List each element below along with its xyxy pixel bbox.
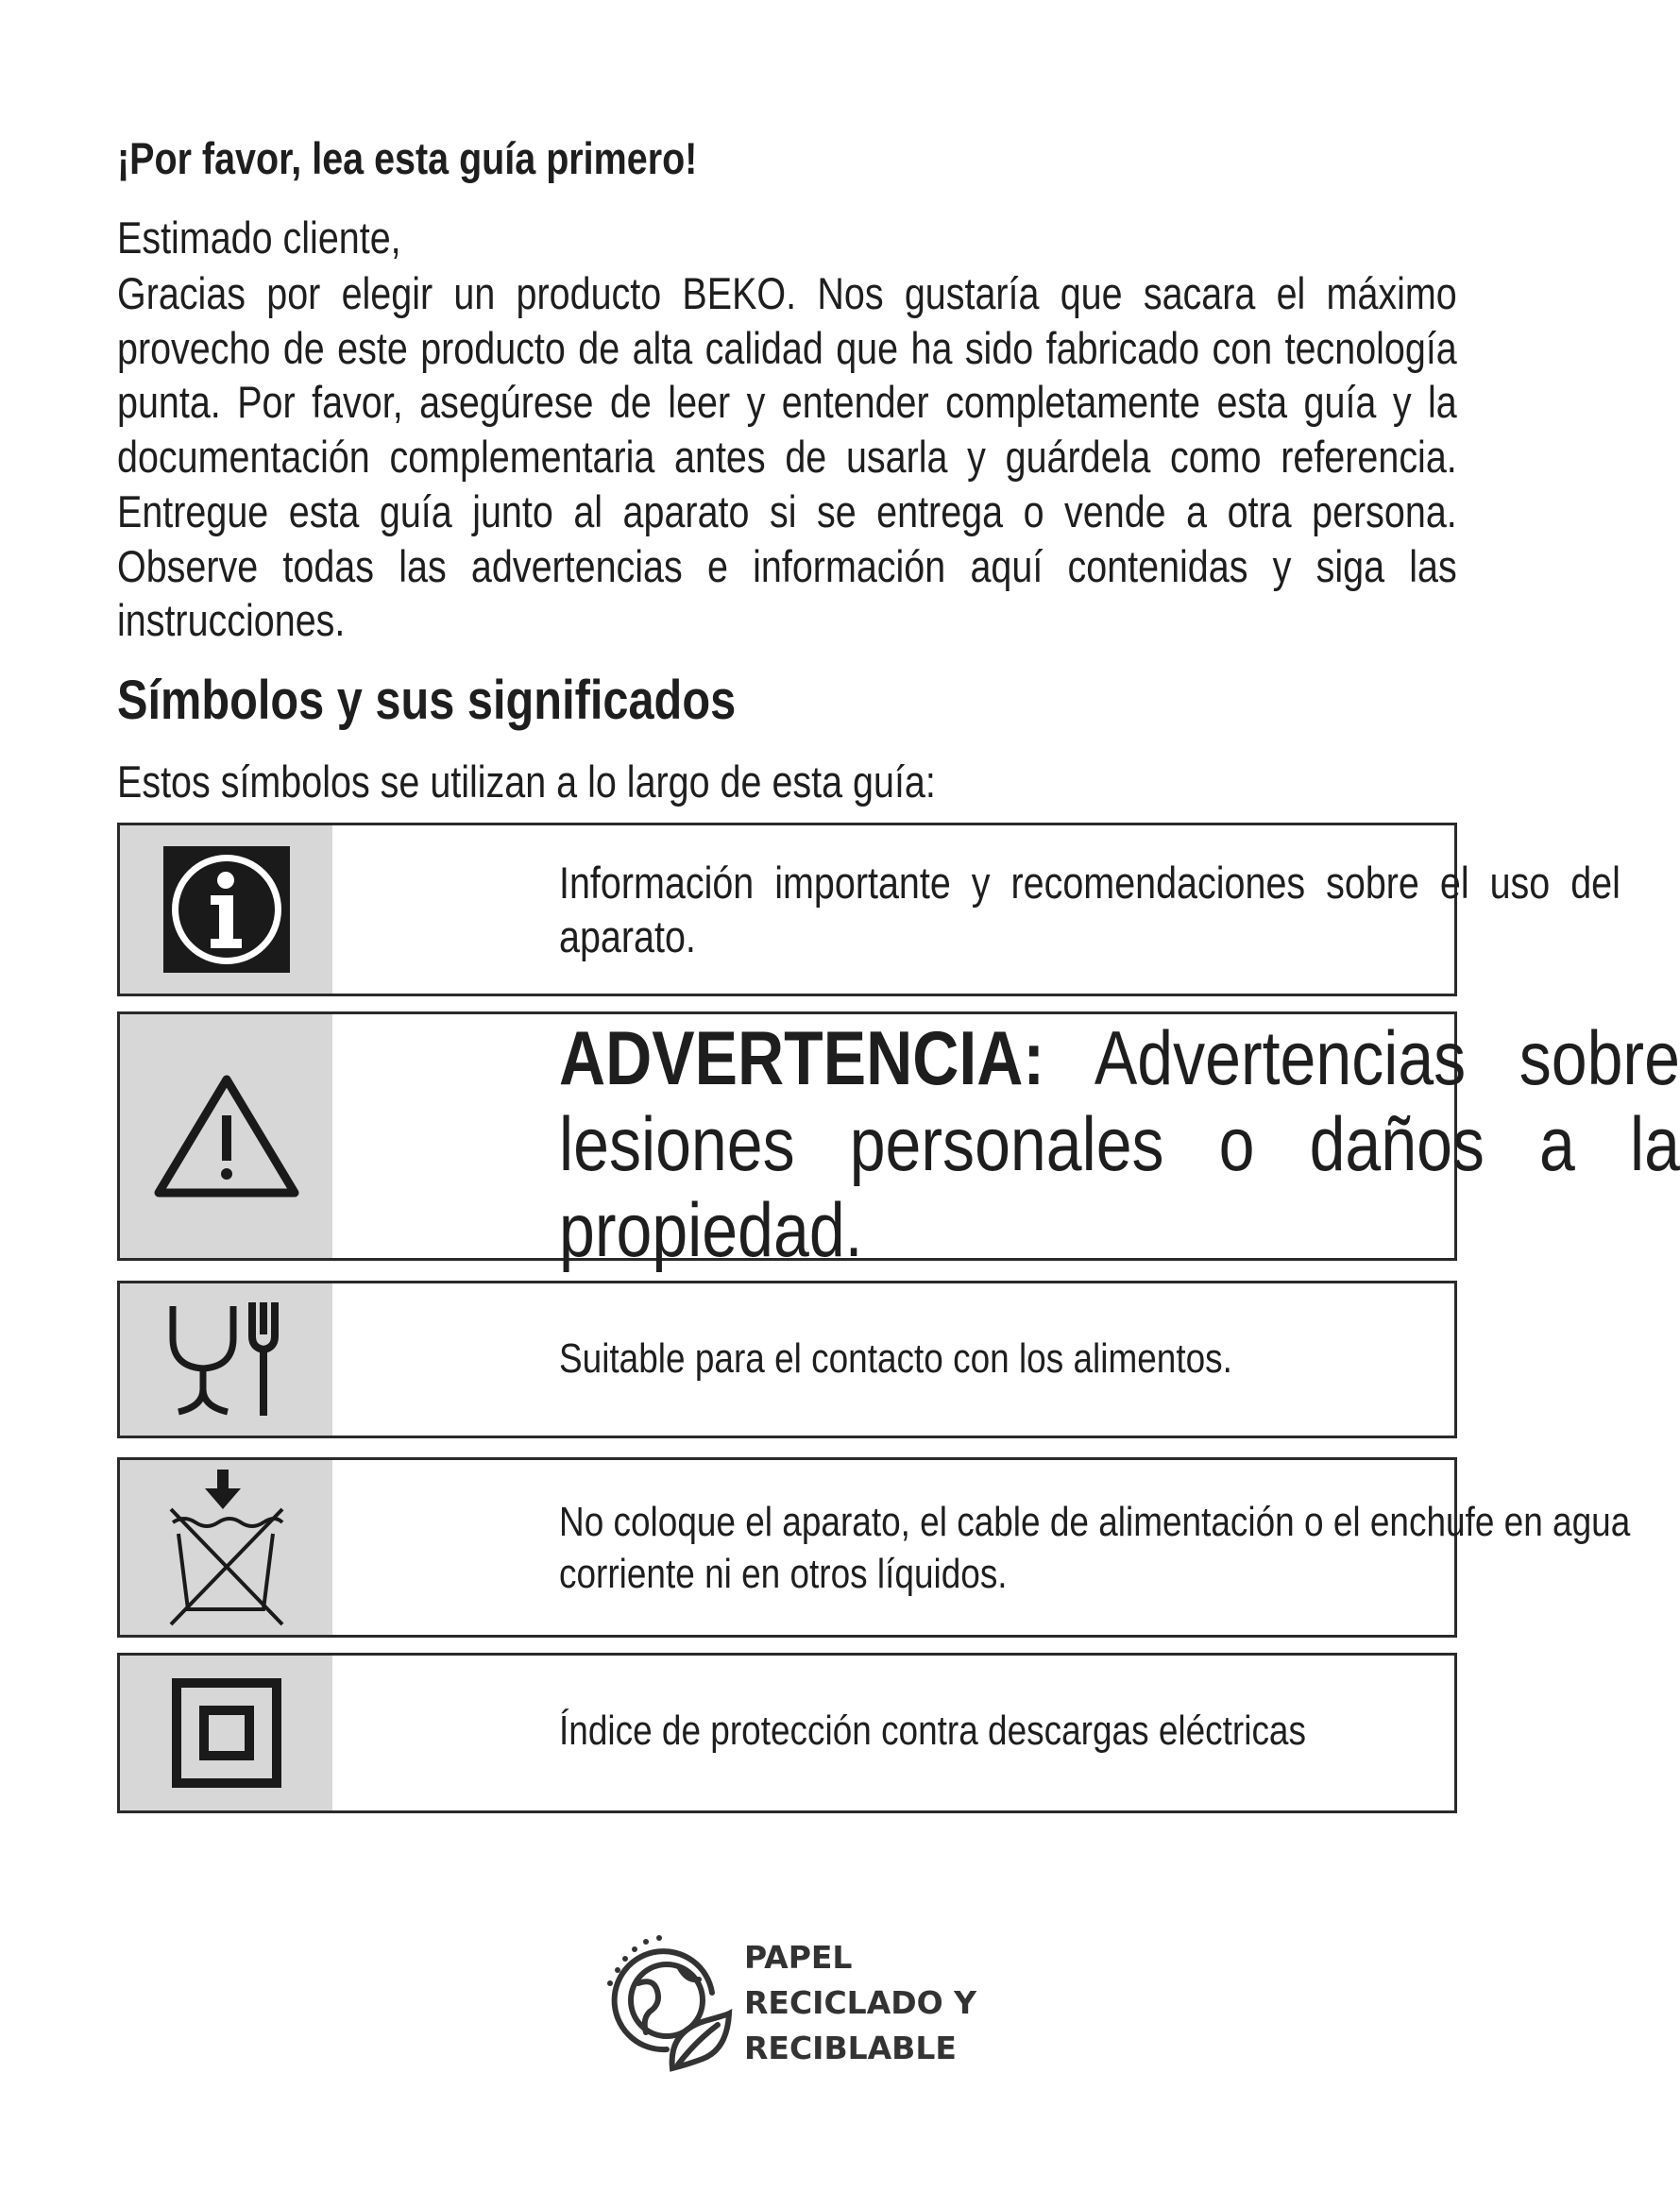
symbol-text: No coloque el aparato, el cable de alimentación o el enchufe en agua corriente ni en otros líquidos. [559, 1499, 1631, 1597]
double-insulation-icon [120, 1656, 332, 1810]
no-water-immersion-icon [120, 1460, 332, 1635]
symbol-text: Información importante y recomendaciones sobre el uso del aparato. [559, 858, 1621, 961]
info-icon [120, 825, 332, 994]
symbol-row-water [117, 1457, 1631, 1638]
logo-text: PAPEL RECICLADO Y RECIBLABLE [744, 1939, 977, 2066]
warning-label: ADVERTENCIA: [559, 1016, 1045, 1101]
symbol-row-info [117, 823, 1621, 996]
food-safe-icon [120, 1283, 332, 1436]
page-title: ¡Por favor, lea esta guía primero! [117, 133, 698, 183]
symbol-row-food [117, 1281, 1457, 1438]
symbol-row-warning [117, 1011, 1680, 1273]
symbol-row-protection [117, 1653, 1457, 1813]
recycled-globe-leaf-icon [601, 1927, 733, 2080]
symbol-text: Suitable para el contacto con los alimentos. [559, 1335, 1232, 1382]
intro-paragraph: Gracias por elegir un producto BEKO. Nos gustaría que sacara el máximo provecho de este producto de alta calidad que ha sido fabricado con tecnología punta. Por favor, asegúrese de leer y entender completamente esta guía y la documentación complementaria antes de usarla y guárdela como referencia. Entregue esta guía junto al aparato si se entrega o vende a otra persona. Observe todas las advertencias e información aquí contenidas y siga las instrucciones. [117, 268, 1457, 646]
recycled-paper-logo [601, 1927, 976, 2080]
section-title: Símbolos y sus significados [117, 670, 737, 731]
greeting: Estimado cliente, [117, 212, 401, 263]
warning-triangle-icon [120, 1014, 332, 1258]
symbol-text: Índice de protección contra descargas eléctricas [559, 1708, 1306, 1754]
section-intro: Estos símbolos se utilizan a lo largo de esta guía: [117, 756, 936, 807]
warning-text: ADVERTENCIA: Advertencias sobre lesiones personales o daños a la propiedad. [559, 1016, 1680, 1273]
